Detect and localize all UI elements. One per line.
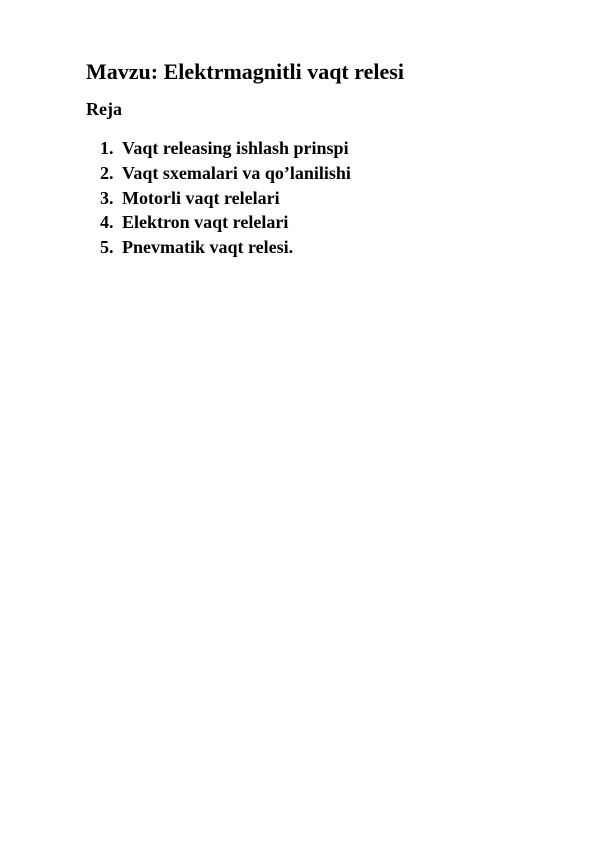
section-heading: Reja bbox=[86, 99, 122, 119]
list-item-text: Vaqt sxemalari va qo’lanilishi bbox=[122, 162, 351, 183]
list-item bbox=[100, 161, 351, 186]
list-item-number: 2. bbox=[100, 162, 114, 183]
list-item bbox=[100, 235, 351, 260]
list-item-text: Motorli vaqt relelari bbox=[122, 187, 280, 208]
list-item-text: Vaqt releasing ishlash prinspi bbox=[122, 138, 349, 158]
list-item-number: 5. bbox=[100, 237, 114, 258]
list-item-number: 4. bbox=[100, 212, 114, 233]
list-item bbox=[100, 186, 351, 211]
plan-list bbox=[100, 136, 351, 260]
list-item-text: Elektron vaqt relelari bbox=[122, 212, 289, 233]
list-item bbox=[100, 210, 351, 235]
page-title: Mavzu: Elektrmagnitli vaqt relesi bbox=[86, 59, 404, 84]
list-item-number: 1. bbox=[100, 138, 114, 158]
list-item-number: 3. bbox=[100, 187, 114, 208]
list-item bbox=[100, 136, 351, 161]
list-item-text: Pnevmatik vaqt relesi. bbox=[122, 237, 294, 258]
